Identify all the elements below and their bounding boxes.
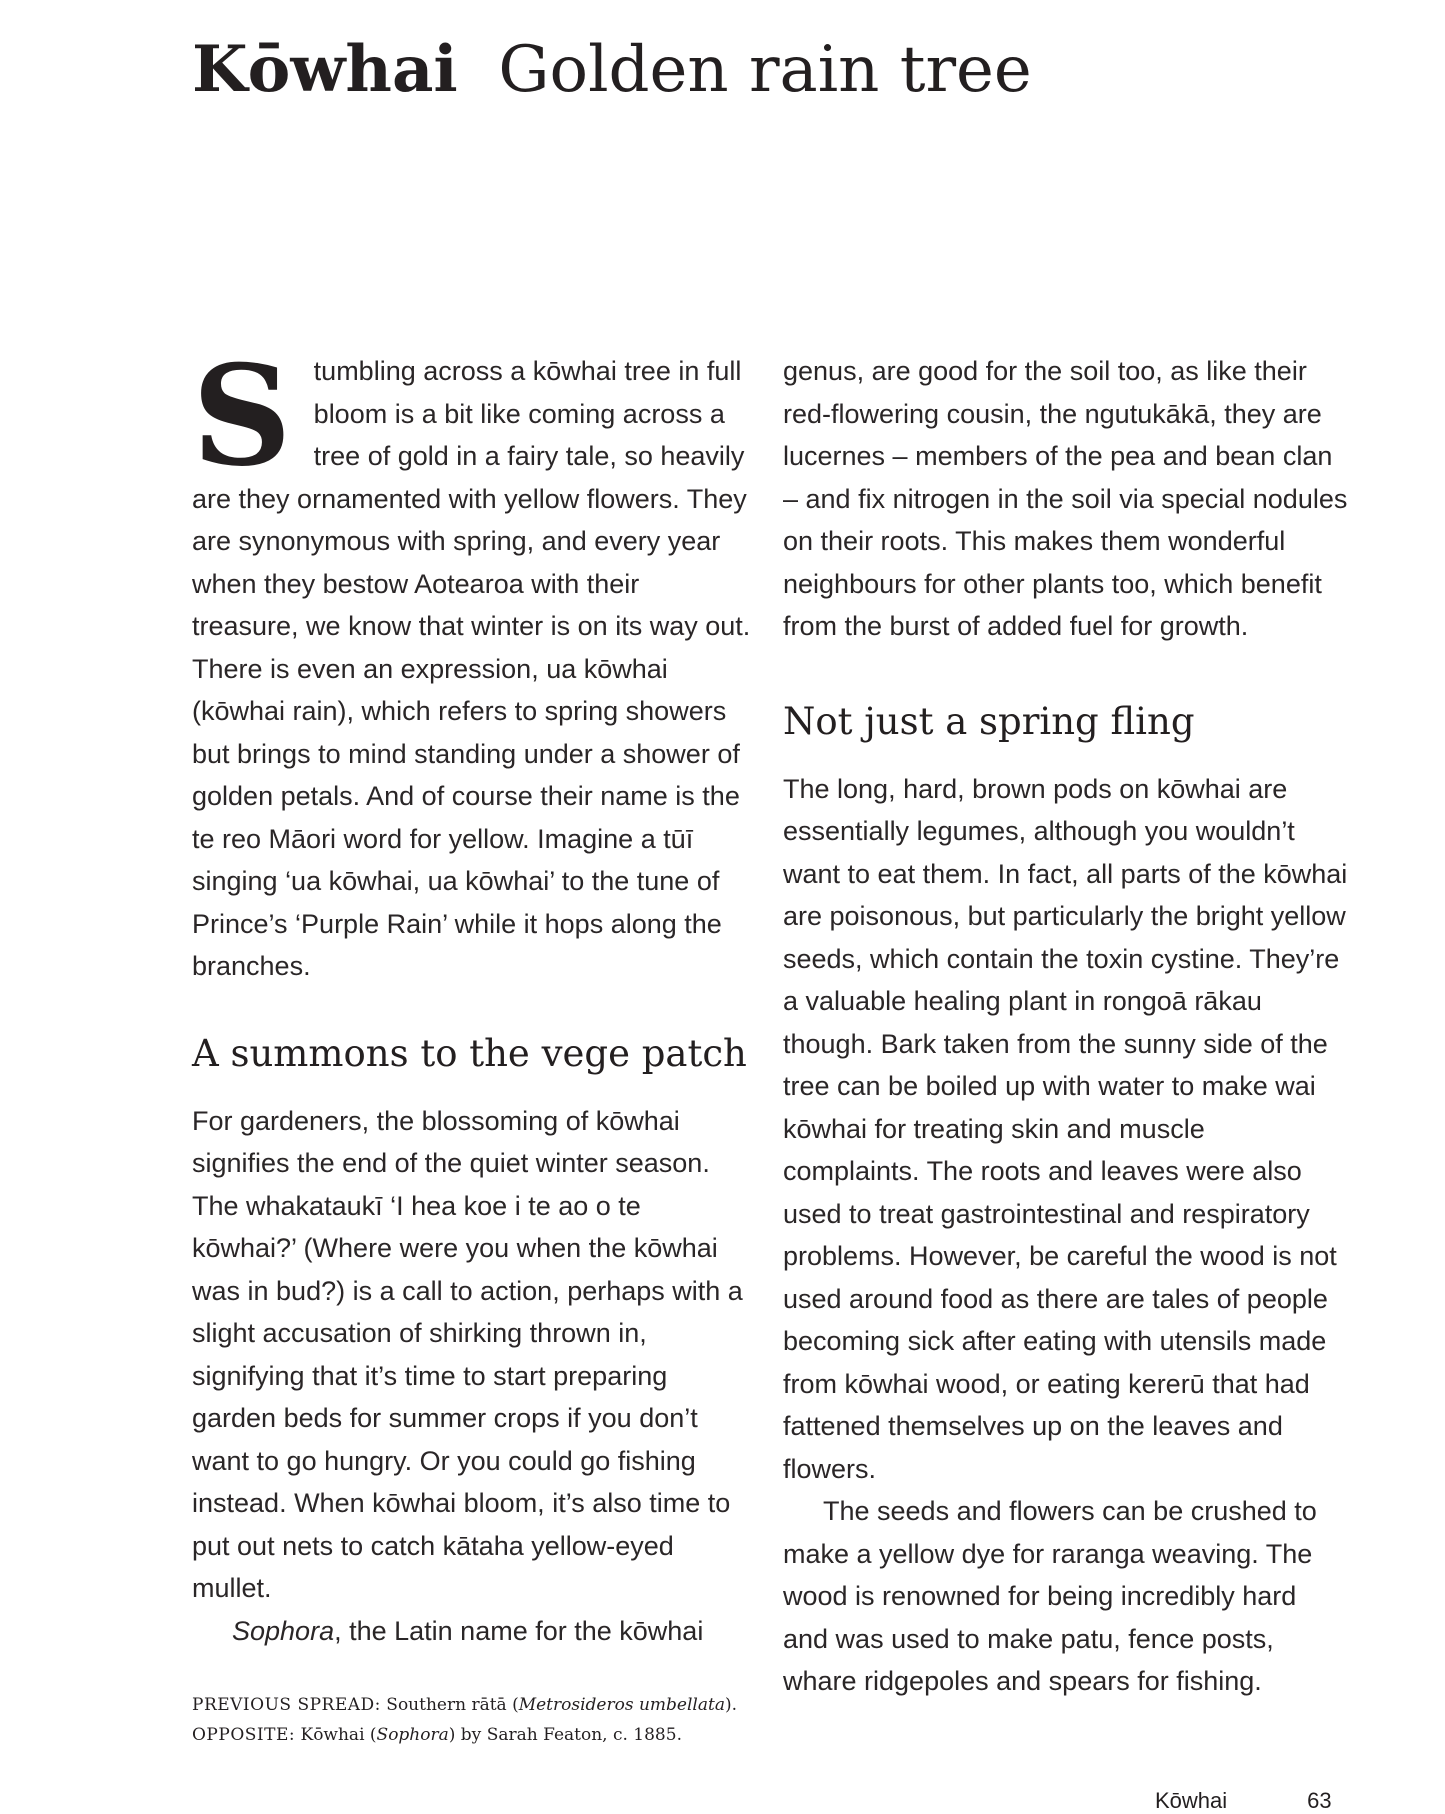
intro-text: tumbling across a kōwhai tree in full bloom is a bit like coming across a tree of gold in a fairy tale, so heavily are they ornamented with yellow flowers. They are synonymous with spring, and every year when they bestow Aotearoa with their treasure, we know that winter is on its way out. There is even an expression, ua kōwhai (kōwhai rain), which refers to spring showers but brings to mind standing under a shower of golden petals. And of course their name is the te reo Māori word for yellow. Imagine a tūī singing ‘ua kōwhai, ua kōwhai’ to the tune of Prince’s ‘Purple Rain’ while it hops along the branches. — [192, 356, 751, 981]
dye-paragraph: The seeds and flowers can be crushed to make a yellow dye for raranga weaving. The wood is renowned for being incredibly hard and was used to make patu, fence posts, whare ridgepoles and spears for fishing. — [783, 1496, 1317, 1696]
caption-previous-end: ). — [724, 1695, 738, 1715]
caption-opposite-label: OPPOSITE: — [192, 1725, 296, 1745]
right-column — [783, 350, 1348, 1703]
caption-previous-text: Southern rātā ( — [380, 1695, 519, 1715]
caption-opposite — [192, 1720, 772, 1750]
drop-cap: S — [192, 334, 292, 497]
page-footer — [1155, 1788, 1332, 1814]
sophora-paragraph — [192, 1610, 752, 1653]
genus-paragraph: genus, are good for the soil too, as like their red-flowering cousin, the ngutukākā, they are lucernes – members of the pea and bean clan – and fix nitrogen in the soil via special nodules on their roots. This makes them wonderful neighbours for other plants too, which benefit from the burst of added fuel for growth. — [783, 356, 1348, 641]
intro-paragraph — [192, 334, 752, 988]
caption-opposite-end: ) by Sarah Featon, c. 1885. — [448, 1725, 682, 1745]
caption-opposite-text: Kōwhai ( — [295, 1725, 377, 1745]
caption-previous-italic: Metrosideros umbellata — [518, 1695, 725, 1715]
caption-opposite-italic: Sophora — [376, 1725, 449, 1745]
sophora-text: , the Latin name for the kōwhai — [334, 1615, 704, 1646]
title-english: Golden rain tree — [498, 33, 1032, 107]
subheading-vege-patch: A summons to the vege patch — [192, 1031, 747, 1075]
caption-previous — [192, 1690, 772, 1720]
gardeners-paragraph: For gardeners, the blossoming of kōwhai signifies the end of the quiet winter season. The whakataukī ‘I hea koe i te ao o te kōwhai?’ (Where were you when the kōwhai was in bud?) is a call to action, perhaps with a slight accusation of shirking thrown in, signifying that it’s time to start preparing garden beds for summer crops if you don’t want to go hungry. Or you could go fishing instead. When kōwhai bloom, it’s also time to put out nets to catch kātaha yellow-eyed mullet. — [192, 1105, 743, 1603]
sophora-italic: Sophora — [232, 1615, 335, 1646]
page-number: 63 — [1307, 1788, 1332, 1813]
caption-previous-label: PREVIOUS SPREAD: — [192, 1695, 381, 1715]
image-captions — [192, 1690, 772, 1750]
page-title — [192, 28, 1032, 112]
left-column — [192, 334, 752, 1652]
pods-paragraph: The long, hard, brown pods on kōwhai are essentially legumes, although you wouldn’t want to eat them. In fact, all parts of the kōwhai are poisonous, but particularly the bright yellow seeds, which contain the toxin cystine. They’re a valuable healing plant in rongoā rākau though. Bark taken from the sunny side of the tree can be boiled up with water to make wai kōwhai for treating skin and muscle complaints. The roots and leaves were also used to treat gastrointestinal and respiratory problems. However, be careful the wood is not used around food as there are tales of people becoming sick after eating with utensils made from kōwhai wood, or eating kererū that had fattened themselves up on the leaves and flowers. — [783, 773, 1348, 1484]
running-head: Kōwhai — [1155, 1788, 1228, 1813]
subheading-spring-fling: Not just a spring fling — [783, 699, 1195, 743]
title-maori: Kōwhai — [192, 32, 458, 107]
